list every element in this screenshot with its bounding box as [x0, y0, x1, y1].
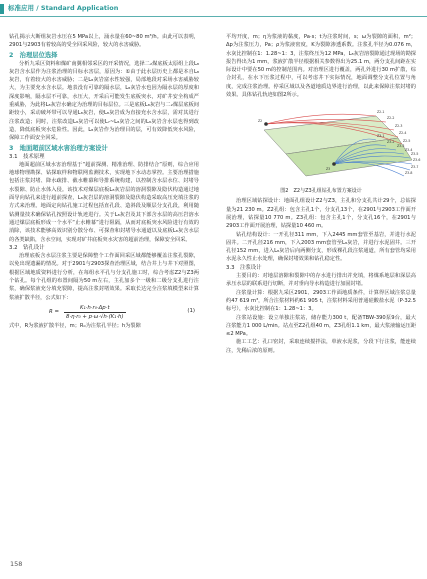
borehole-label: Z3-2	[387, 140, 395, 145]
figure-caption: 图2 Z2与Z3孔组钻孔布置方案设计	[280, 188, 362, 195]
paragraph: 治理区域钻探设计：地面孔组设计Z2与Z3，主孔和分支孔共计29个，总钻探量为21 230 m。Z2孔组：包含主孔1个，分支孔13个，在2901与2903工作面开展治理，钻探量10 770 m。Z3孔组：包含主孔1个，分支孔16个，在2901与2903工作面开展治理，钻探量10 460 m。	[226, 198, 416, 230]
borehole-label: Z2-4	[399, 131, 407, 136]
equation-fraction	[64, 304, 126, 321]
borehole-label: Z3-1	[377, 134, 385, 139]
paragraph: 钻孔揭示大断组灰岩水压在5 MPa以上，涌水量在60~80 m³/h。由此可以表明，2901与2903有着较高的受全回采风险，较大的水害威胁。	[9, 34, 199, 49]
paragraph: 治理底板含水层注浆主要是保障整个工作面回采区域都能够覆盖注浆孔裂隙，以免出现遗漏的情况。对于2901与2903探查治理区域，结合井上与井下对照图，根据区域地质资料进行分析，在每组水平孔与分支孔施工时，综合考虑Z2与Z3两个钻孔。每个孔组的布置间隔为50 m左右，主孔加多个一级和二级分支孔进行注浆，确保浆液充分填充裂隙，提高注浆封堵效果。采取长达完全注浆填模型来计算浆液扩散半径，公式如下：	[9, 253, 199, 301]
borehole-label: Z2-3	[395, 124, 403, 129]
subsection-heading: 3.2 钻孔设计	[9, 244, 45, 251]
z2-collar-marker	[264, 123, 268, 127]
borehole-layout-diagram	[226, 102, 421, 187]
header-divider	[0, 16, 427, 17]
borehole-label: Z3	[326, 167, 331, 172]
borehole-layout-figure	[226, 102, 421, 187]
borehole-label: Z2-5	[403, 139, 411, 144]
subsection-heading: 3.1 技术原理	[9, 153, 45, 160]
paragraph: 地面超前区域水害治理基于“超前探测、精准治理、防排结合”原则，综合应用地球物理勘探、钻探取样和物联网监测技术，实现地下水动态掌控。主要治理措施包括注浆封堵、降水疏排、截水帷幕和导排系统构建，以控制含水层水位、封堵导水裂隙、防止水体入侵。该技术对煤层底板L₈灰岩层的溶洞裂隙及隐伏构造通过地面导向钻孔来进行超前探查，L₈灰岩层的溶洞裂隙及隐伏构造采取高压充填注浆的方式来治理。地面定向钻孔施工过程包括直孔段、造斜段及顺层分支孔段，利用随钻测量技术确保钻孔按照设计轨迹进行。关于L₈灰岩及其下部含水层的高压岩溶水通过煤层底板形成一个水平“止水帷幕”进行阻隔，从而对底板突水风险进行有效的消除，该技术能够高效识别分散分布、可探查和封堵导水通道以及底板L₈灰含水层的各类缺陷，含水空间，实现对矿井底板突水灾害的超前治理，保障安全回采。	[9, 161, 199, 243]
page-number: 158	[10, 560, 23, 568]
paragraph: 注浆站设施：设立单独注浆站，储存能力300 t，配备TBW-390泵9台，最大注浆能力1 000 L/min。站点至Z2孔组40 m，Z3孔组1.1 km，最大浆液输运压距≤2 MPa。	[226, 314, 417, 338]
borehole-label: Z3-5	[411, 152, 419, 157]
equation-lhs: R =	[49, 308, 59, 315]
borehole-label: Z2-1	[377, 110, 385, 115]
subsection-heading: 3.3 注浆设计	[226, 264, 262, 271]
paragraph: 式中，R为浆液扩散半径，m；R₀为注浆孔半径；h为裂隙	[9, 322, 141, 329]
section-heading: 3 地面超前区域水害治理方案设计	[9, 144, 108, 152]
paragraph: 平均开度，m；η为浆液的黏度，Pa·s；t为注浆时间，s；ω为裂隙的面积，m²；Δp为注浆压力，Pa；ρ为浆液密度，K为裂隙渗透系数。注浆孔半径为0.076 m，水灰比控制在1：1.28~1：3，注浆终压为12 MPa，L₈灰岩溶裂隙通过现场的勘探报告得出为1 mm，浆液扩散半径根据相关参数得出为25.1 m，两分支孔间距在实际设计中要在50 m的控制范围内。对治理区进行覆盖，两孔外进行30 m扩散，综合封孔，在水下压浆过程中，可以考虑井下实际情况，地面调整分支孔位置与角度，完成注浆治理。停采区域以及各道地质边界进行治理，以此来保障注浆封堵的效果。具体钻孔轨迹如图2所示。	[226, 34, 416, 99]
equation-number: (1)	[187, 307, 195, 314]
paragraph: 主要目的：对地层溶隙和裂隙中的存水进行排出并充填，将煤系地层和深层高承压水层的联系进行切断，并对垂向导水构造进行加固封堵。	[226, 273, 416, 288]
header-title: 标准应用 / Standard Application	[8, 4, 119, 12]
paragraph: 钻孔结构设计：一开孔径311 mm，下入2445 mm套管至基岩，并进行水泥固井。二开孔径216 mm，下入2003 mm套管至L₈灰岩，并进行水泥固井。三开孔径152 mm，进入L₈灰岩后向两侧分支，形成裸孔段注浆通道，所有套管均采用水泥永久性止水处理，确保封堵效果和钻孔稳定性。	[226, 231, 416, 263]
borehole-label: Z3-6	[413, 158, 421, 163]
header-accent-bar	[0, 4, 4, 14]
equation-denominator: 8·η·r₀ + p·ω·√h·(K₁·h)	[66, 313, 124, 320]
borehole-label: Z3-3	[397, 144, 405, 149]
paragraph: 注浆量计算：根据九采区2901、2903工作面地质条件，计算得区域注浆总量约47 619 m³，所合注浆材料约61 905 t，注浆材料采用普通硅酸盐水泥（P·32.5标号），水灰比控制在1：1.28~1：3。	[226, 289, 416, 313]
borehole-label: Z3-8	[405, 171, 413, 176]
left-column	[9, 33, 199, 330]
section-heading: 2 治理层位选择	[9, 51, 58, 59]
borehole-label: Z2	[258, 119, 263, 124]
paragraph: 分析九采区资料和煤矿南翼相邻采区的开采情况，选择二₂煤底板太原组上段L₈灰岩含水层作为注浆治理的目标水害层，原因为：①由于此水层历史上都是本自L₈灰岩，有着较大的水害威胁；二是L₈灰岩富水性较强，局部地段对采场水害威胁较大，为主要充水含水层。地表没有可靠的隔水层，L₈灰岩水也因为隔水层的厚度和深度影响，隔水层不可靠，水压大，开采后可能发生底板突水，对矿井安全构成严重威胁，为此将L₈灰岩水确定为治理的目标层位。三是底板L₈灰岩与二₂煤层底板间距较小，采动破坏带可以导通L₈灰岩，使L₈灰岩成为直接充水含水层，需对其进行注浆改造；同时，注浆改造L₈灰岩可以使L₇~L₈灰岩之间的L₉灰岩含水层也得到改造，降低底板突水危险性。因此，L₈灰岩作为治理目的层，可有效降低突水风险，保障工作面安全回采。	[9, 60, 199, 142]
z3-collar-marker	[332, 163, 336, 167]
borehole-label: Z3-4	[405, 148, 413, 153]
page-header	[0, 0, 427, 17]
paragraph: 施工工艺：孔口密封，采取连续搅拌法，单液水泥浆，分段下行注浆，能连续注，先稀后浓的原则。	[226, 339, 416, 354]
equation-numerator: K₁·h·r₀·Δp·t	[64, 304, 126, 313]
borehole-label: Z2-2	[387, 116, 395, 121]
equation	[9, 304, 199, 321]
borehole-label: Z3-7	[411, 165, 419, 170]
right-column	[226, 33, 421, 355]
